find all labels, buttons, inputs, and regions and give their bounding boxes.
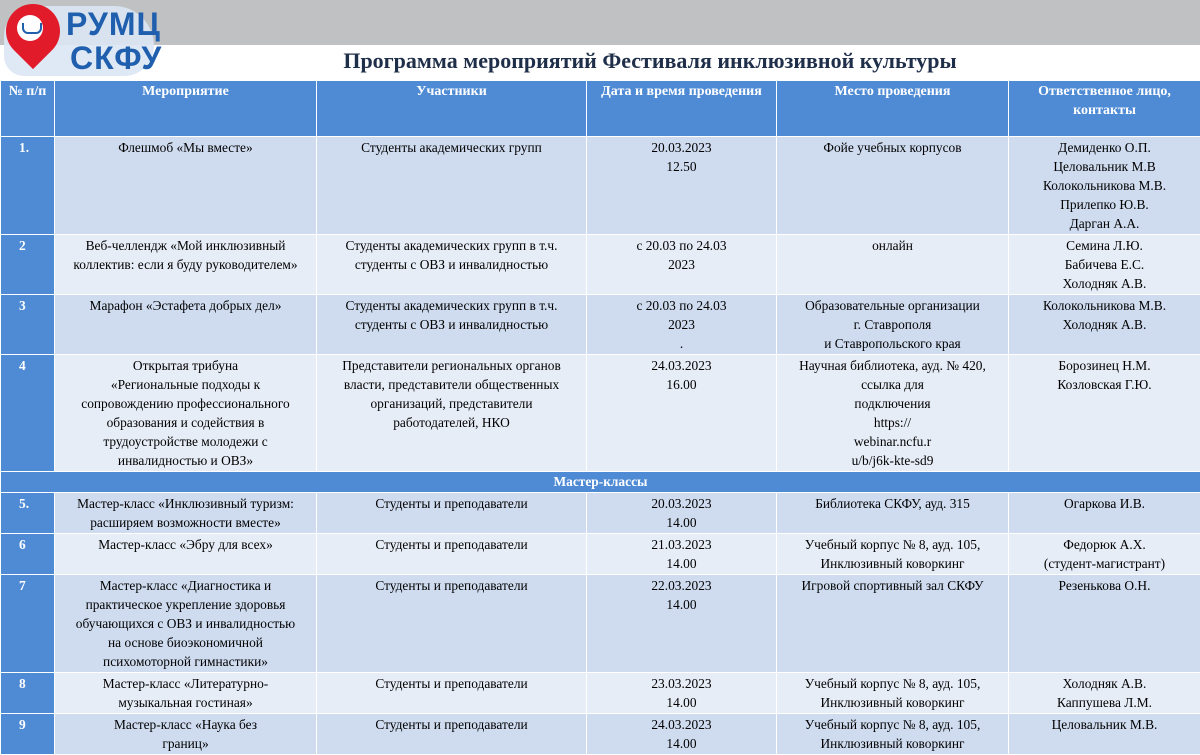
header-event: Мероприятие — [55, 81, 317, 137]
date-cell-line: 24.03.2023 — [590, 715, 773, 734]
date-cell-line: 22.03.2023 — [590, 576, 773, 595]
place-cell — [777, 295, 1009, 355]
event-cell — [55, 235, 317, 295]
date-cell-line: с 20.03 по 24.03 — [590, 296, 773, 315]
contact-cell — [1009, 137, 1200, 235]
row-number: 9 — [1, 714, 55, 755]
place-cell-line: Игровой спортивный зал СКФУ — [780, 576, 1005, 595]
date-cell-line: 14.00 — [590, 693, 773, 712]
section-title: Мастер-классы — [1, 472, 1200, 493]
date-cell-line: с 20.03 по 24.03 — [590, 236, 773, 255]
place-cell-line: Учебный корпус № 8, ауд. 105, — [780, 535, 1005, 554]
participants-cell-line: власти, представители общественных — [320, 375, 583, 394]
header-row — [1, 81, 1200, 137]
event-cell-line: Мастер-класс «Наука без — [58, 715, 313, 734]
date-cell-line: 21.03.2023 — [590, 535, 773, 554]
date-cell-line: 2023 — [590, 315, 773, 334]
event-cell-line: практическое укрепление здоровья — [58, 595, 313, 614]
event-cell-line: Мастер-класс «Эбру для всех» — [58, 535, 313, 554]
place-cell-line: Инклюзивный коворкинг — [780, 734, 1005, 753]
contact-cell-line: Козловская Г.Ю. — [1012, 375, 1197, 394]
date-cell-line: 2023 — [590, 255, 773, 274]
contact-cell-line: Целовальник М.В — [1012, 157, 1197, 176]
place-cell-line: и Ставропольского края — [780, 334, 1005, 353]
place-cell-line: Научная библиотека, ауд. № 420, — [780, 356, 1005, 375]
event-cell-line: Мастер-класс «Инклюзивный туризм: — [58, 494, 313, 513]
participants-cell — [317, 137, 587, 235]
place-cell-line: webinar.ncfu.r — [780, 432, 1005, 451]
event-cell-line: Марафон «Эстафета добрых дел» — [58, 296, 313, 315]
participants-cell — [317, 493, 587, 534]
contact-cell — [1009, 673, 1200, 714]
place-cell-line: Образовательные организации — [780, 296, 1005, 315]
place-cell — [777, 235, 1009, 295]
row-number: 7 — [1, 575, 55, 673]
row-number: 4 — [1, 355, 55, 472]
event-cell — [55, 673, 317, 714]
place-cell — [777, 714, 1009, 755]
contact-cell-line: Дарган А.А. — [1012, 214, 1197, 233]
book-icon — [22, 23, 42, 34]
place-cell — [777, 493, 1009, 534]
participants-cell-line: Студенты академических групп — [320, 138, 583, 157]
table-row — [1, 137, 1200, 235]
header-num: № п/п — [1, 81, 55, 137]
date-cell — [587, 137, 777, 235]
event-cell — [55, 534, 317, 575]
date-cell-line: 23.03.2023 — [590, 674, 773, 693]
date-cell-line: 14.00 — [590, 595, 773, 614]
event-cell-line: обучающихся с ОВЗ и инвалидностью — [58, 614, 313, 633]
place-cell — [777, 673, 1009, 714]
contact-cell-line: Бабичева Е.С. — [1012, 255, 1197, 274]
place-cell-line: u/b/j6k-kte-sd9 — [780, 451, 1005, 470]
participants-cell-line: Студенты и преподаватели — [320, 494, 583, 513]
place-cell-line: ссылка для — [780, 375, 1005, 394]
row-number: 8 — [1, 673, 55, 714]
participants-cell-line: Студенты и преподаватели — [320, 535, 583, 554]
event-cell-line: расширяем возможности вместе» — [58, 513, 313, 532]
participants-cell-line: Студенты академических групп в т.ч. — [320, 296, 583, 315]
participants-cell-line: Студенты и преподаватели — [320, 715, 583, 734]
contact-cell-line: Федорюк А.Х. — [1012, 535, 1197, 554]
row-number: 2 — [1, 235, 55, 295]
place-cell — [777, 137, 1009, 235]
date-cell-line: 20.03.2023 — [590, 494, 773, 513]
date-cell — [587, 534, 777, 575]
participants-cell-line: студенты с ОВЗ и инвалидностью — [320, 315, 583, 334]
date-cell — [587, 295, 777, 355]
contact-cell-line: Колокольникова М.В. — [1012, 176, 1197, 195]
participants-cell-line: Студенты и преподаватели — [320, 576, 583, 595]
table-row — [1, 355, 1200, 472]
table-row — [1, 493, 1200, 534]
row-number: 6 — [1, 534, 55, 575]
event-cell-line: Мастер-класс «Литературно- — [58, 674, 313, 693]
table-row — [1, 235, 1200, 295]
date-cell — [587, 575, 777, 673]
event-cell-line: Открытая трибуна — [58, 356, 313, 375]
row-number: 5. — [1, 493, 55, 534]
date-cell-line: 16.00 — [590, 375, 773, 394]
place-cell-line: Библиотека СКФУ, ауд. 315 — [780, 494, 1005, 513]
date-cell-line: 14.00 — [590, 513, 773, 532]
event-cell-line: музыкальная гостиная» — [58, 693, 313, 712]
date-cell — [587, 493, 777, 534]
table-row — [1, 575, 1200, 673]
date-cell-line: 14.00 — [590, 554, 773, 573]
participants-cell-line: студенты с ОВЗ и инвалидностью — [320, 255, 583, 274]
contact-cell-line: Колокольникова М.В. — [1012, 296, 1197, 315]
event-cell — [55, 714, 317, 755]
event-cell — [55, 295, 317, 355]
place-cell-line: Фойе учебных корпусов — [780, 138, 1005, 157]
event-cell-line: образования и содействия в — [58, 413, 313, 432]
participants-cell-line: Студенты и преподаватели — [320, 674, 583, 693]
contact-cell-line: Холодняк А.В. — [1012, 315, 1197, 334]
event-cell-line: коллектив: если я буду руководителем» — [58, 255, 313, 274]
contact-cell — [1009, 355, 1200, 472]
date-cell — [587, 714, 777, 755]
place-cell — [777, 534, 1009, 575]
participants-cell — [317, 714, 587, 755]
date-cell-line: 20.03.2023 — [590, 138, 773, 157]
contact-cell — [1009, 714, 1200, 755]
event-cell-line: сопровождению профессионального — [58, 394, 313, 413]
date-cell — [587, 673, 777, 714]
section-row — [1, 472, 1200, 493]
event-cell-line: границ» — [58, 734, 313, 753]
event-cell-line: Веб-челлендж «Мой инклюзивный — [58, 236, 313, 255]
participants-cell — [317, 534, 587, 575]
header-datetime: Дата и время проведения — [587, 81, 777, 137]
place-cell-line: подключения — [780, 394, 1005, 413]
event-cell-line: Мастер-класс «Диагностика и — [58, 576, 313, 595]
table-row — [1, 714, 1200, 755]
contact-cell-line: Прилепко Ю.В. — [1012, 195, 1197, 214]
place-cell-line: https:// — [780, 413, 1005, 432]
contact-cell-line: Огаркова И.В. — [1012, 494, 1197, 513]
event-cell-line: трудоустройстве молодежи с — [58, 432, 313, 451]
row-number: 1. — [1, 137, 55, 235]
date-cell-line: 12.50 — [590, 157, 773, 176]
contact-cell — [1009, 493, 1200, 534]
date-cell — [587, 355, 777, 472]
contact-cell-line: Холодняк А.В. — [1012, 674, 1197, 693]
page-title: Программа мероприятий Фестиваля инклюзивной культуры — [160, 48, 1140, 74]
event-cell — [55, 575, 317, 673]
event-cell — [55, 493, 317, 534]
events-table — [0, 80, 1200, 755]
contact-cell-line: Холодняк А.В. — [1012, 274, 1197, 293]
event-cell-line: на основе биоэкономичной — [58, 633, 313, 652]
contact-cell — [1009, 235, 1200, 295]
top-bar — [0, 0, 1200, 45]
place-cell-line: онлайн — [780, 236, 1005, 255]
participants-cell-line: организаций, представители — [320, 394, 583, 413]
date-cell-line: . — [590, 334, 773, 353]
place-cell-line: г. Ставрополя — [780, 315, 1005, 334]
place-cell — [777, 575, 1009, 673]
contact-cell-line: Семина Л.Ю. — [1012, 236, 1197, 255]
header-contact: Ответственное лицо, контакты — [1009, 81, 1200, 137]
place-cell-line: Инклюзивный коворкинг — [780, 693, 1005, 712]
place-cell-line: Учебный корпус № 8, ауд. 105, — [780, 715, 1005, 734]
event-cell-line: Флешмоб «Мы вместе» — [58, 138, 313, 157]
participants-cell-line: Представители региональных органов — [320, 356, 583, 375]
date-cell — [587, 235, 777, 295]
participants-cell — [317, 673, 587, 714]
place-cell-line: Учебный корпус № 8, ауд. 105, — [780, 674, 1005, 693]
place-cell — [777, 355, 1009, 472]
event-cell — [55, 137, 317, 235]
contact-cell-line: Демиденко О.П. — [1012, 138, 1197, 157]
event-cell-line: «Региональные подходы к — [58, 375, 313, 394]
table-row — [1, 534, 1200, 575]
participants-cell — [317, 295, 587, 355]
place-cell-line: Инклюзивный коворкинг — [780, 554, 1005, 573]
participants-cell — [317, 235, 587, 295]
date-cell-line: 14.00 — [590, 734, 773, 753]
contact-cell-line: Каппушева Л.М. — [1012, 693, 1197, 712]
contact-cell-line: Резенькова О.Н. — [1012, 576, 1197, 595]
event-cell — [55, 355, 317, 472]
event-cell-line: инвалидностью и ОВЗ» — [58, 451, 313, 470]
logo-line2: СКФУ — [70, 40, 162, 77]
contact-cell — [1009, 295, 1200, 355]
contact-cell-line: (студент-магистрант) — [1012, 554, 1197, 573]
logo-line1: РУМЦ — [66, 6, 161, 43]
header-participants: Участники — [317, 81, 587, 137]
participants-cell-line: Студенты академических групп в т.ч. — [320, 236, 583, 255]
participants-cell-line: работодателей, НКО — [320, 413, 583, 432]
event-cell-line: психомоторной гимнастики» — [58, 652, 313, 671]
table-row — [1, 673, 1200, 714]
participants-cell — [317, 575, 587, 673]
participants-cell — [317, 355, 587, 472]
rumc-logo — [0, 0, 160, 80]
contact-cell — [1009, 575, 1200, 673]
contact-cell-line: Борозинец Н.М. — [1012, 356, 1197, 375]
header-place: Место проведения — [777, 81, 1009, 137]
contact-cell — [1009, 534, 1200, 575]
row-number: 3 — [1, 295, 55, 355]
contact-cell-line: Целовальник М.В. — [1012, 715, 1197, 734]
table-row — [1, 295, 1200, 355]
date-cell-line: 24.03.2023 — [590, 356, 773, 375]
